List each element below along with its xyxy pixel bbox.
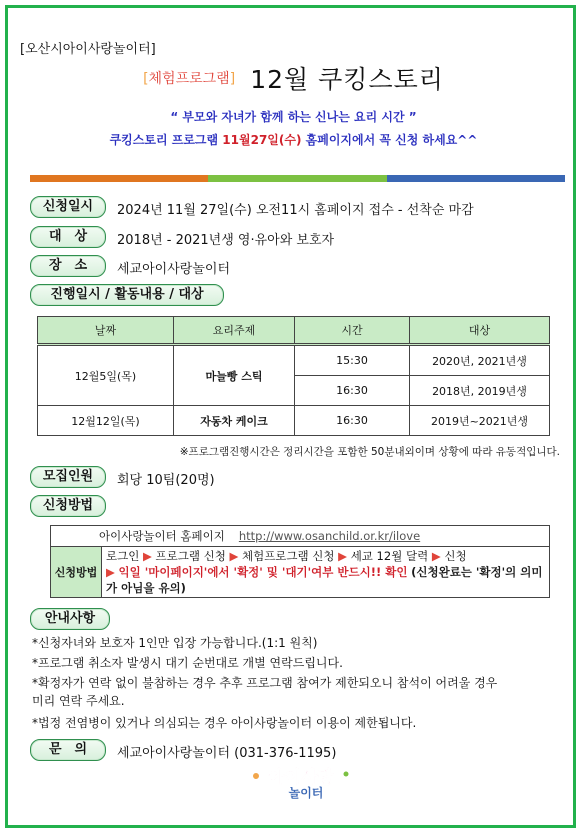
topic-cell: 자동차 케이크 xyxy=(174,406,295,436)
color-bar xyxy=(30,175,565,182)
arrow-right-icon: ▶ xyxy=(431,549,441,563)
guide-item: *법정 전염병이 있거나 의심되는 경우 아이사랑놀이터 이용이 제한됩니다. xyxy=(32,716,417,730)
org-name: [오산시아이사랑놀이터] xyxy=(20,42,156,57)
page-title: 12월 쿠킹스토리 xyxy=(250,65,444,94)
site-url-link[interactable]: http://www.osanchild.or.kr/ilove xyxy=(238,529,421,543)
apply-site-row xyxy=(50,525,550,547)
method-label: 신청방법 xyxy=(51,547,102,597)
recruit-label: 모집인원 xyxy=(30,466,106,488)
date-cell: 12월5일(목) xyxy=(38,345,174,406)
notice: 쿠킹스토리 프로그램 11월27일(수) 홈페이지에서 꼭 신청 하세요^^ xyxy=(109,133,478,147)
time-cell: 16:30 xyxy=(295,406,410,436)
contact-value: 세교아이사랑놀이터 (031-376-1195) xyxy=(117,746,337,761)
color-bar-blue xyxy=(387,175,565,182)
col-header-date: 날짜 xyxy=(38,317,174,345)
site-label: 아이사랑놀이터 홈페이지 xyxy=(99,529,225,543)
color-bar-green xyxy=(208,175,386,182)
method-steps: 로그인 ▶ 프로그램 신청 ▶ 체험프로그램 신청 ▶ 세교 12월 달력 ▶ 신청 xyxy=(106,549,467,563)
target-cell: 2018년, 2019년생 xyxy=(410,376,550,406)
target-cell: 2019년~2021년생 xyxy=(410,406,550,436)
guide-label: 안내사항 xyxy=(30,608,110,630)
target-label: 대 상 xyxy=(30,226,106,248)
place-value: 세교아이사랑놀이터 xyxy=(117,262,231,277)
table-row xyxy=(38,406,550,436)
guide-item: *프로그램 취소자 발생시 대기 순번대로 개별 연락드립니다. xyxy=(32,656,343,670)
table-row xyxy=(38,345,550,376)
contact-label: 문 의 xyxy=(30,739,106,761)
subtitle: “ 부모와 자녀가 함께 하는 신나는 요리 시간 ” xyxy=(170,110,417,124)
logo xyxy=(246,766,356,800)
apply-method-row xyxy=(50,547,550,598)
arrow-right-icon: ▶ xyxy=(106,565,115,579)
guide-item: *확정자가 연락 없이 불참하는 경우 추후 프로그램 참여가 제한되오니 참석이 어려울 경우 xyxy=(32,676,498,690)
logo-dot-icon xyxy=(344,772,349,777)
logo-top-text: 아이사랑 xyxy=(268,768,334,788)
apply-date-value: 2024년 11월 27일(수) 오전11시 홈페이지 접수 - 선착순 마감 xyxy=(117,203,474,218)
color-bar-orange xyxy=(30,175,208,182)
logo-bottom-text: 놀이터 xyxy=(288,786,324,800)
time-cell: 15:30 xyxy=(295,345,410,376)
arrow-right-icon: ▶ xyxy=(142,549,152,563)
recruit-value: 회당 10팀(20명) xyxy=(117,473,215,488)
date-cell: 12월12일(목) xyxy=(38,406,174,436)
schedule-table xyxy=(37,316,550,436)
guide-item: 미리 연락 주세요. xyxy=(32,694,125,708)
schedule-note: ※프로그램진행시간은 정리시간을 포함한 50분내외이며 상황에 따라 유동적입니다. xyxy=(179,446,560,458)
time-cell: 16:30 xyxy=(295,376,410,406)
apply-method-label: 신청방법 xyxy=(30,495,106,517)
title-row xyxy=(0,60,587,96)
col-header-target: 대상 xyxy=(410,317,550,345)
logo-dot-icon xyxy=(253,773,259,779)
place-label: 장 소 xyxy=(30,255,106,277)
col-header-time: 시간 xyxy=(295,317,410,345)
method-text xyxy=(102,547,549,597)
target-cell: 2020년, 2021년생 xyxy=(410,345,550,376)
guide-item: *신청자녀와 보호자 1인만 입장 가능합니다.(1:1 원칙) xyxy=(32,636,318,650)
topic-cell: 마늘빵 스틱 xyxy=(174,345,295,406)
arrow-right-icon: ▶ xyxy=(338,549,348,563)
arrow-right-icon: ▶ xyxy=(229,549,239,563)
program-tag: [체험프로그램] xyxy=(143,71,236,87)
method-warning: ▶ 익일 '마이페이지'에서 '확정' 및 '대기'여부 반드시!! 확인 (신청완료는 '확정'의 의미가 아님을 유의) xyxy=(106,565,543,595)
col-header-topic: 요리주제 xyxy=(174,317,295,345)
apply-date-label: 신청일시 xyxy=(30,196,106,218)
target-value: 2018년 - 2021년생 영·유아와 보호자 xyxy=(117,233,335,248)
apply-box xyxy=(50,525,550,598)
schedule-label: 진행일시 / 활동내용 / 대상 xyxy=(30,284,224,306)
